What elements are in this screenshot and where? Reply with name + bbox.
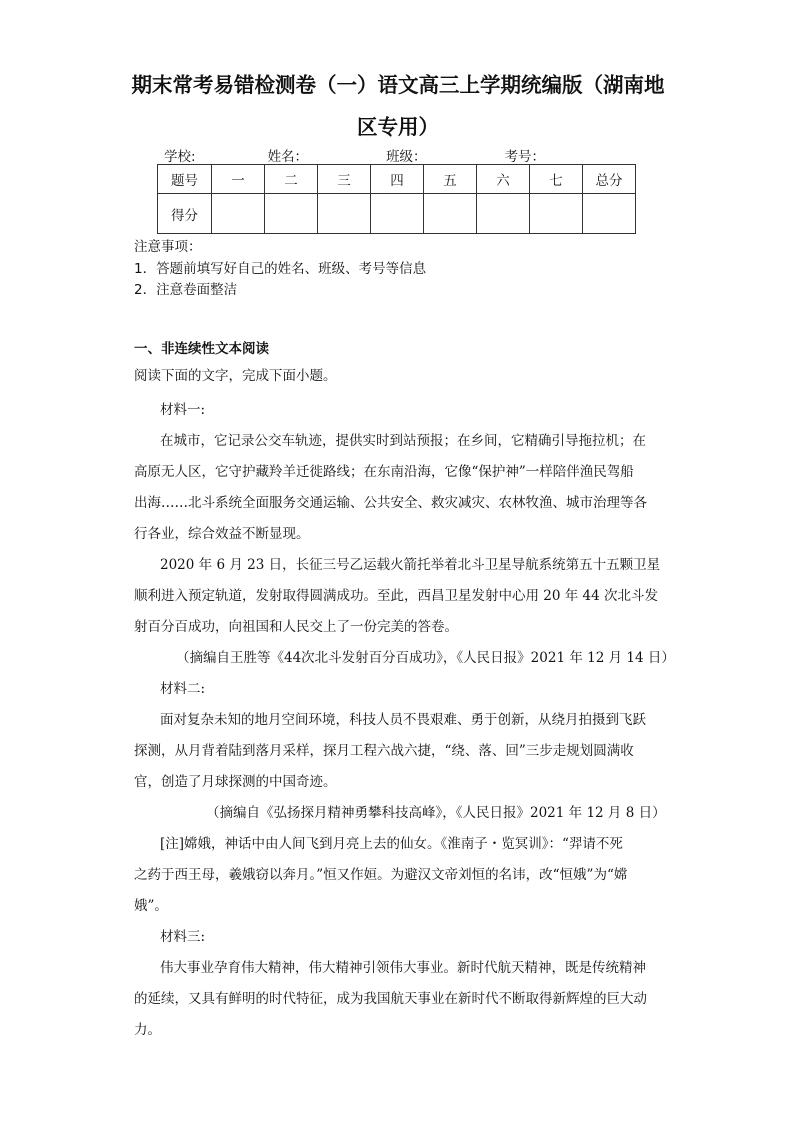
score-cell[interactable] <box>265 194 318 234</box>
paragraph-line: 在城市，它记录公交车轨迹，提供实时到站预报；在乡间，它精确引导拖拉机；在 <box>160 433 646 449</box>
paragraph-line: 力。 <box>134 1022 161 1038</box>
score-row-label: 得分 <box>158 194 212 234</box>
annotation-line: 之药于西王母，羲娥窃以奔月。”恒又作姮。为避汉文帝刘恒的名讳，改“恒娥”为“嫦 <box>134 867 628 883</box>
score-cell[interactable] <box>212 194 265 234</box>
school-label: 学校: <box>164 149 196 165</box>
student-info-row <box>164 145 621 165</box>
header-cell: 四 <box>371 165 424 194</box>
header-cell: 三 <box>318 165 371 194</box>
page-title-line-2: 区专用） <box>357 115 439 139</box>
class-field[interactable] <box>427 150 503 165</box>
name-field[interactable] <box>308 150 384 165</box>
source-citation-2: （摘编自《弘扬探月精神勇攀科技高峰》，《人民日报》2021 年 12 月 8 日） <box>206 805 666 821</box>
paragraph-line: 探测，从月背着陆到落月采样，探月工程六战六捷，“绕、落、回”三步走规划圆满收 <box>134 743 634 759</box>
paragraph-line: 2020 年 6 月 23 日，长征三号乙运载火箭托举着北斗卫星导航系统第五十五颗卫星 <box>160 557 661 573</box>
section-instruction: 阅读下面的文字，完成下面小题。 <box>134 368 337 384</box>
material-label-1: 材料一: <box>160 402 206 418</box>
header-cell: 六 <box>477 165 530 194</box>
annotation-line: [注]嫦娥，神话中由人间飞到月亮上去的仙女。《淮南子・览冥训》：“羿请不死 <box>160 836 623 852</box>
school-field[interactable] <box>196 150 268 165</box>
section-heading: 一、非连续性文本阅读 <box>134 341 269 357</box>
exam-number-field[interactable] <box>545 150 621 165</box>
header-cell: 五 <box>424 165 477 194</box>
notes-item-2: 2．注意卷面整洁 <box>134 282 238 298</box>
annotation-line: 娥”。 <box>134 898 168 914</box>
material-label-3: 材料三: <box>160 929 206 945</box>
header-cell: 一 <box>212 165 265 194</box>
header-cell: 题号 <box>158 165 212 194</box>
paragraph-line: 射百分百成功，向祖国和人民交上了一份完美的答卷。 <box>134 619 458 635</box>
header-cell: 二 <box>265 165 318 194</box>
paragraph-line: 行各业，综合效益不断显现。 <box>134 526 310 542</box>
score-cell[interactable] <box>424 194 477 234</box>
paragraph-line: 出海……北斗系统全面服务交通运输、公共安全、救灾减灾、农林牧渔、城市治理等各 <box>134 495 647 511</box>
paragraph-line: 伟大事业孕育伟大精神，伟大精神引领伟大事业。新时代航天精神，既是传统精神 <box>160 960 646 976</box>
score-cell[interactable] <box>530 194 583 234</box>
paragraph-line: 面对复杂未知的地月空间环境，科技人员不畏艰难、勇于创新，从绕月拍摄到飞跃 <box>160 712 646 728</box>
score-cell[interactable] <box>371 194 424 234</box>
header-cell: 总分 <box>583 165 636 194</box>
notes-heading: 注意事项： <box>134 239 202 255</box>
score-table-header-row <box>158 165 636 194</box>
paragraph-line: 的延续，又具有鲜明的时代特征，成为我国航天事业在新时代不断取得新辉煌的巨大动 <box>134 991 647 1007</box>
header-cell: 七 <box>530 165 583 194</box>
source-citation-1: （摘编自王胜等《44次北斗发射百分百成功》，《人民日报》2021 年 12 月 14 日） <box>176 650 675 666</box>
exam-number-label: 考号： <box>504 149 546 165</box>
score-table-score-row <box>158 194 636 234</box>
score-cell[interactable] <box>318 194 371 234</box>
page-title-line-1: 期末常考易错检测卷（一）语文高三上学期统编版（湖南地 <box>131 73 665 97</box>
score-cell[interactable] <box>477 194 530 234</box>
notes-item-1: 1．答题前填写好自己的姓名、班级、考号等信息 <box>134 261 427 277</box>
paragraph-line: 顺利进入预定轨道，发射取得圆满成功。至此，西昌卫星发射中心用 20 年 44 次北斗发 <box>134 588 659 604</box>
score-cell[interactable] <box>583 194 636 234</box>
paragraph-line: 高原无人区，它守护藏羚羊迁徙路线；在东南沿海，它像“保护神”一样陪伴渔民驾船 <box>134 464 634 480</box>
material-label-2: 材料二: <box>160 681 206 697</box>
paragraph-line: 官，创造了月球探测的中国奇迹。 <box>134 774 337 790</box>
class-label: 班级： <box>386 149 427 165</box>
name-label: 姓名： <box>267 149 309 165</box>
score-table <box>157 164 636 234</box>
